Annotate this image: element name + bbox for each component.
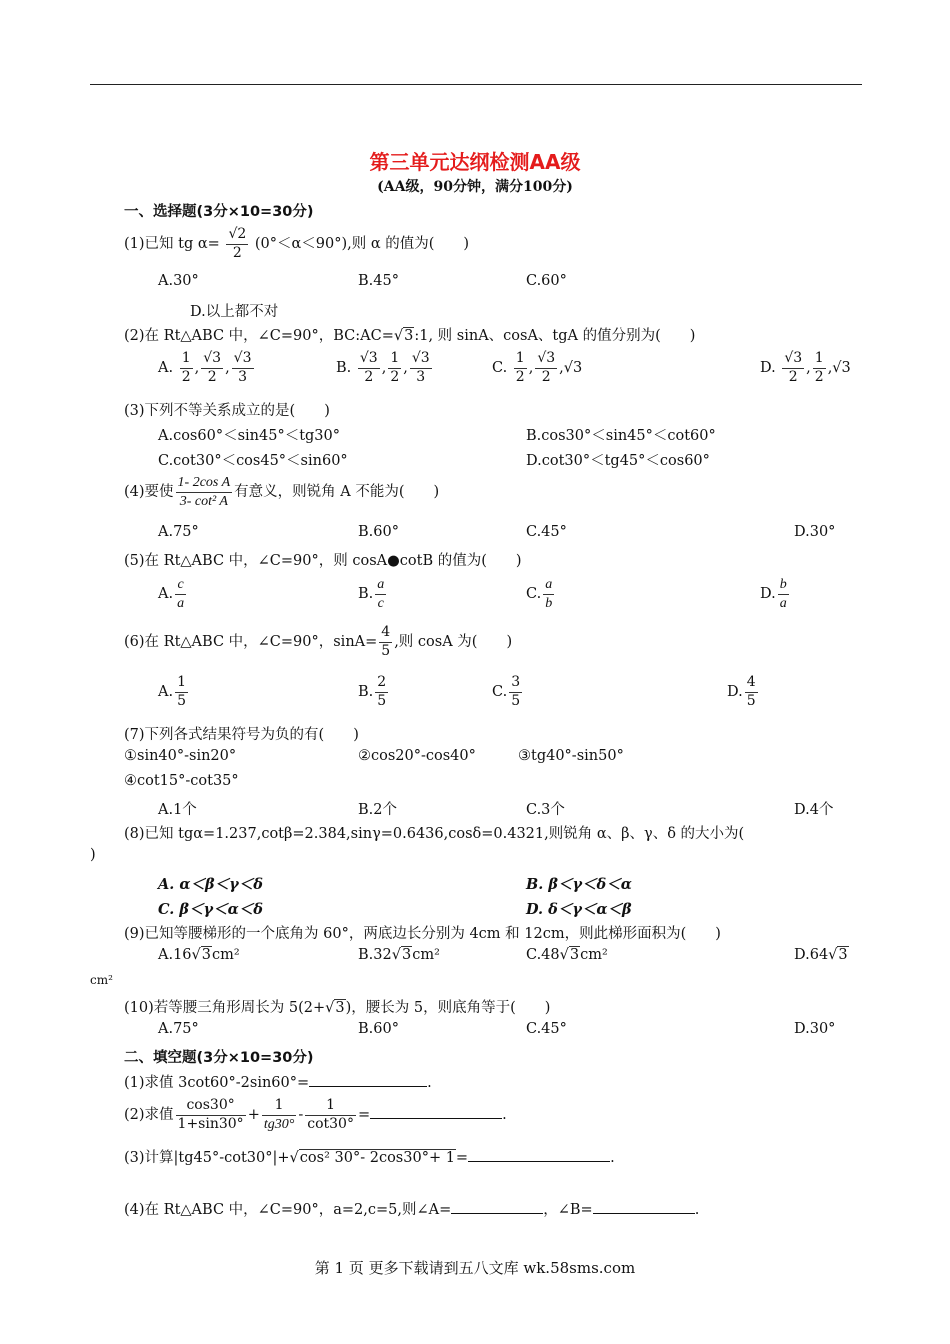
q7-option-c[interactable]: C.3个 — [526, 802, 565, 818]
q9-unit-cont: cm² — [90, 973, 113, 987]
num: 1 — [262, 1097, 297, 1116]
frac — [175, 576, 186, 612]
q6-option-d[interactable] — [727, 674, 760, 710]
frac — [175, 674, 188, 710]
q10-stem: (10)若等腰三角形周长为 5(2+ — [124, 1000, 326, 1016]
num: b — [778, 576, 789, 595]
q9-option-a[interactable]: A.16√3cm² — [158, 947, 240, 963]
unit: cm² — [412, 947, 440, 963]
q6-stem-end: ,则 cosA 为( ) — [394, 634, 513, 650]
fill-1: (1)求值 3cot60°-2sin60°= . — [124, 1071, 432, 1092]
label: C. — [492, 684, 508, 700]
den: 2 — [364, 368, 374, 385]
num: a — [543, 576, 554, 595]
label: D. — [727, 684, 743, 700]
den: c — [377, 595, 384, 611]
den: tg30° — [263, 1116, 295, 1132]
den: 2 — [788, 368, 798, 385]
den: 2 — [814, 368, 824, 385]
q6-fraction — [379, 624, 392, 660]
q4-fraction — [176, 474, 233, 510]
q2-option-b[interactable]: B. $\frac{√3}{2}$ , $\frac{1}{2}$ , $\frac{√3}{3}$ — [336, 350, 430, 385]
question-4 — [124, 474, 439, 510]
q5-option-c[interactable] — [526, 576, 556, 612]
rad: cos² 30°- 2cos30°+ 1 — [299, 1150, 455, 1166]
num: √3 — [201, 350, 223, 369]
question-8: (8)已知 tgα=1.237,cotβ=2.384,sinγ=0.6436,cosδ=0.4321,则锐角 α、β、γ、δ 的大小为( — [124, 826, 745, 842]
q7-item-3: ③tg40°-sin50° — [518, 748, 624, 764]
q7-item-2: ②cos20°-cos40° — [358, 748, 476, 764]
q8-option-c[interactable]: C. β＜γ＜α＜δ — [158, 901, 263, 918]
num: a — [375, 576, 386, 595]
f3-stem: (3)计算|tg45°-cot30°|+ — [124, 1150, 290, 1166]
frac — [375, 674, 388, 710]
section-choice-heading: 一、选择题(3分×10=30分) — [124, 204, 314, 220]
label: B.32 — [358, 947, 392, 963]
q4-num: 1- 2cos A — [176, 474, 233, 493]
num: √3 — [358, 350, 380, 369]
label: B. — [358, 684, 374, 700]
q10-option-a[interactable]: A.75° — [158, 1021, 199, 1037]
frac — [745, 674, 758, 710]
q2-a-label: A. — [158, 360, 174, 376]
frac — [201, 350, 223, 386]
num: c — [175, 576, 186, 595]
q8-option-a[interactable]: A. α＜β＜γ＜δ — [158, 876, 263, 893]
label: C.48 — [526, 947, 560, 963]
label: D.64 — [794, 947, 829, 963]
q4-stem: (4)要使 — [124, 484, 174, 500]
q4-stem-end: 有意义，则锐角 A 不能为( ) — [234, 484, 440, 500]
page-subtitle: (AA级，90分钟，满分100分) — [377, 179, 573, 195]
q2-d-label: D. — [760, 360, 776, 376]
label: D. — [760, 586, 776, 602]
q1-option-b[interactable]: B.45° — [358, 273, 399, 289]
num: 1 — [813, 350, 826, 369]
q2-stem: (2)在 Rt△ABC 中，∠C=90°，BC:AC= — [124, 328, 394, 344]
rad: 3 — [335, 1000, 345, 1016]
q2-stem-end: :1, 则 sinA、cosA、tgA 的值分别为( ) — [414, 328, 696, 344]
frac — [509, 674, 522, 710]
q1-num: √2 — [226, 226, 248, 245]
sqrt3: √3 — [393, 328, 414, 344]
question-2 — [124, 324, 695, 345]
q10-option-d[interactable]: D.30° — [794, 1021, 836, 1037]
q1-fraction — [226, 226, 248, 262]
label: A. — [158, 586, 174, 602]
f4-stem-b: ，∠B= — [543, 1202, 593, 1218]
q1-stem-end: (0°＜α＜90°),则 α 的值为( ) — [254, 236, 470, 252]
header-rule — [90, 84, 862, 85]
rad: 3 — [201, 947, 212, 963]
q9-option-d[interactable]: D.64√3 — [794, 947, 848, 963]
sqrt3-rad: 3 — [404, 328, 414, 344]
question-6 — [124, 624, 512, 660]
f2-answer-blank[interactable] — [370, 1104, 502, 1119]
fill-2: (2)求值 $\frac{\cos 30^\circ}{1+\sin 30^\circ}$ + $\frac{1}{tg30^\circ}$ - $\frac{1}{\cot 30^\circ}$ = . — [124, 1097, 507, 1132]
q10-option-b[interactable]: B.60° — [358, 1021, 399, 1037]
den: 5 — [511, 692, 521, 709]
q4-option-a[interactable]: A.75° — [158, 524, 199, 540]
rad: 3 — [401, 947, 412, 963]
q2-b-label: B. — [336, 360, 352, 376]
unit: cm² — [212, 947, 240, 963]
q6-option-b[interactable] — [358, 674, 390, 710]
den: 5 — [746, 692, 756, 709]
frac — [375, 576, 386, 612]
q10-stem-end: )，腰长为 5，则底角等于( ) — [345, 1000, 551, 1016]
f4-stem: (4)在 Rt△ABC 中，∠C=90°，a=2,c=5,则∠A= — [124, 1202, 452, 1218]
den: cot30° — [307, 1115, 354, 1132]
num: 1 — [175, 674, 188, 693]
den: 5 — [381, 642, 391, 659]
den: 2 — [390, 368, 400, 385]
unit: cm² — [580, 947, 608, 963]
den: 2 — [541, 368, 551, 385]
q3-option-a[interactable]: A.cos60°＜sin45°＜tg30° — [158, 428, 341, 444]
frac — [543, 576, 554, 612]
q7-item-4: ④cot15°-cot35° — [124, 773, 239, 789]
den: a — [177, 595, 185, 611]
frac — [778, 576, 789, 612]
num: 1 — [180, 350, 193, 369]
q1-stem: (1)已知 tg — [124, 236, 194, 252]
q4-option-c[interactable]: C.45° — [526, 524, 567, 540]
fill-3: (3)计算|tg45°-cot30°|+√cos² 30°- 2cos30°+ 1= . — [124, 1146, 615, 1167]
q3-option-c[interactable]: C.cot30°＜cos45°＜sin60° — [158, 453, 348, 469]
q3-option-d[interactable]: D.cot30°＜tg45°＜cos60° — [526, 453, 710, 469]
frac — [410, 350, 432, 386]
frac — [358, 350, 380, 386]
q1-alpha: α= — [197, 236, 220, 252]
frac — [388, 350, 401, 386]
num: 1 — [305, 1097, 356, 1116]
q2-option-c[interactable]: C. $\frac{1}{2}$ , $\frac{√3}{2}$ ,√3 — [492, 350, 583, 385]
frac — [305, 1097, 356, 1133]
q6-option-c[interactable] — [492, 674, 524, 710]
den: 2 — [515, 368, 525, 385]
num: √3 — [232, 350, 254, 369]
den: b — [545, 595, 553, 611]
num: √3 — [535, 350, 557, 369]
label: B. — [358, 586, 374, 602]
q8-stem-cont: ) — [90, 847, 96, 863]
q5-option-d[interactable] — [760, 576, 791, 612]
frac — [180, 350, 193, 386]
num: 1 — [514, 350, 527, 369]
page-title: 第三单元达纲检测AA级 — [369, 150, 581, 174]
q6-stem: (6)在 Rt△ABC 中，∠C=90°，sinA= — [124, 634, 378, 650]
question-3: (3)下列不等关系成立的是( ) — [124, 403, 330, 419]
den: 3 — [416, 368, 426, 385]
q4-option-d[interactable]: D.30° — [794, 524, 836, 540]
num: 4 — [745, 674, 758, 693]
frac — [535, 350, 557, 386]
q9-option-b[interactable]: B.32√3cm² — [358, 947, 440, 963]
num: √3 — [782, 350, 804, 369]
f1-answer-blank[interactable] — [309, 1072, 427, 1087]
f1-stem: (1)求值 3cot60°-2sin60°= — [124, 1075, 310, 1091]
q6-option-a[interactable] — [158, 674, 190, 710]
num: 3 — [509, 674, 522, 693]
q2-option-a[interactable]: A. $\frac{1}{2}$ , $\frac{√3}{2}$ , $\frac{√3}{3}$ — [158, 350, 252, 385]
q5-option-a[interactable] — [158, 576, 188, 612]
frac — [262, 1097, 297, 1133]
num: 1 — [388, 350, 401, 369]
den: 1+sin30° — [177, 1115, 244, 1132]
rad: 3 — [569, 947, 580, 963]
f4-angle-a-blank[interactable] — [451, 1199, 543, 1214]
frac — [232, 350, 254, 386]
q7-option-d[interactable]: D.4个 — [794, 802, 834, 818]
q4-den: 3- cot² A — [179, 493, 228, 509]
q5-option-b[interactable] — [358, 576, 388, 612]
q9-option-c[interactable]: C.48√3cm² — [526, 947, 608, 963]
den: 5 — [377, 692, 387, 709]
q2-option-d[interactable]: D. $\frac{√3}{2}$ , $\frac{1}{2}$ ,√3 — [760, 350, 851, 385]
q1-den: 2 — [232, 244, 242, 261]
question-5: (5)在 Rt△ABC 中，∠C=90°，则 cosA●cotB 的值为( ) — [124, 553, 522, 569]
num: √3 — [410, 350, 432, 369]
q1-option-d[interactable]: D.以上都不对 — [190, 304, 279, 320]
q10-option-c[interactable]: C.45° — [526, 1021, 567, 1037]
num: 2 — [375, 674, 388, 693]
q7-option-a[interactable]: A.1个 — [158, 802, 197, 818]
q8-option-d[interactable]: D. δ＜γ＜α＜β — [526, 901, 632, 918]
q1-option-c[interactable]: C.60° — [526, 273, 567, 289]
q1-option-a[interactable]: A.30° — [158, 273, 199, 289]
den: 3 — [238, 368, 248, 385]
page-footer: 第 1 页 更多下载请到五八文库 wk.58sms.com — [314, 1259, 636, 1277]
q4-option-b[interactable]: B.60° — [358, 524, 399, 540]
den: 2 — [181, 368, 191, 385]
q2-c-label: C. — [492, 360, 508, 376]
fill-4: (4)在 Rt△ABC 中，∠C=90°，a=2,c=5,则∠A= ，∠B= . — [124, 1198, 699, 1219]
q7-option-b[interactable]: B.2个 — [358, 802, 397, 818]
q7-item-1: ①sin40°-sin20° — [124, 748, 237, 764]
question-1 — [124, 226, 469, 262]
label: A. — [158, 684, 174, 700]
frac — [782, 350, 804, 386]
q3-option-b[interactable]: B.cos30°＜sin45°＜cot60° — [526, 428, 716, 444]
section-fill-heading: 二、填空题(3分×10=30分) — [124, 1050, 314, 1066]
label: C. — [526, 586, 542, 602]
num: 4 — [379, 624, 392, 643]
frac — [514, 350, 527, 386]
num: cos30° — [176, 1097, 246, 1116]
question-10: (10)若等腰三角形周长为 5(2+√3)，腰长为 5，则底角等于( ) — [124, 1000, 551, 1016]
question-9: (9)已知等腰梯形的一个底角为 60°，两底边长分别为 4cm 和 12cm，则此梯形面积为( ) — [124, 926, 721, 942]
question-7: (7)下列各式结果符号为负的有( ) — [124, 727, 359, 743]
den: 2 — [207, 368, 217, 385]
label: A.16 — [158, 947, 192, 963]
f4-angle-b-blank[interactable] — [593, 1199, 695, 1214]
rad: 3 — [838, 947, 848, 963]
q8-option-b[interactable]: B. β＜γ＜δ＜α — [526, 876, 632, 893]
f2-stem: (2)求值 — [124, 1107, 174, 1123]
frac — [813, 350, 826, 386]
den: a — [779, 595, 787, 611]
frac — [176, 1097, 246, 1133]
f3-answer-blank[interactable] — [468, 1147, 610, 1162]
den: 5 — [177, 692, 187, 709]
